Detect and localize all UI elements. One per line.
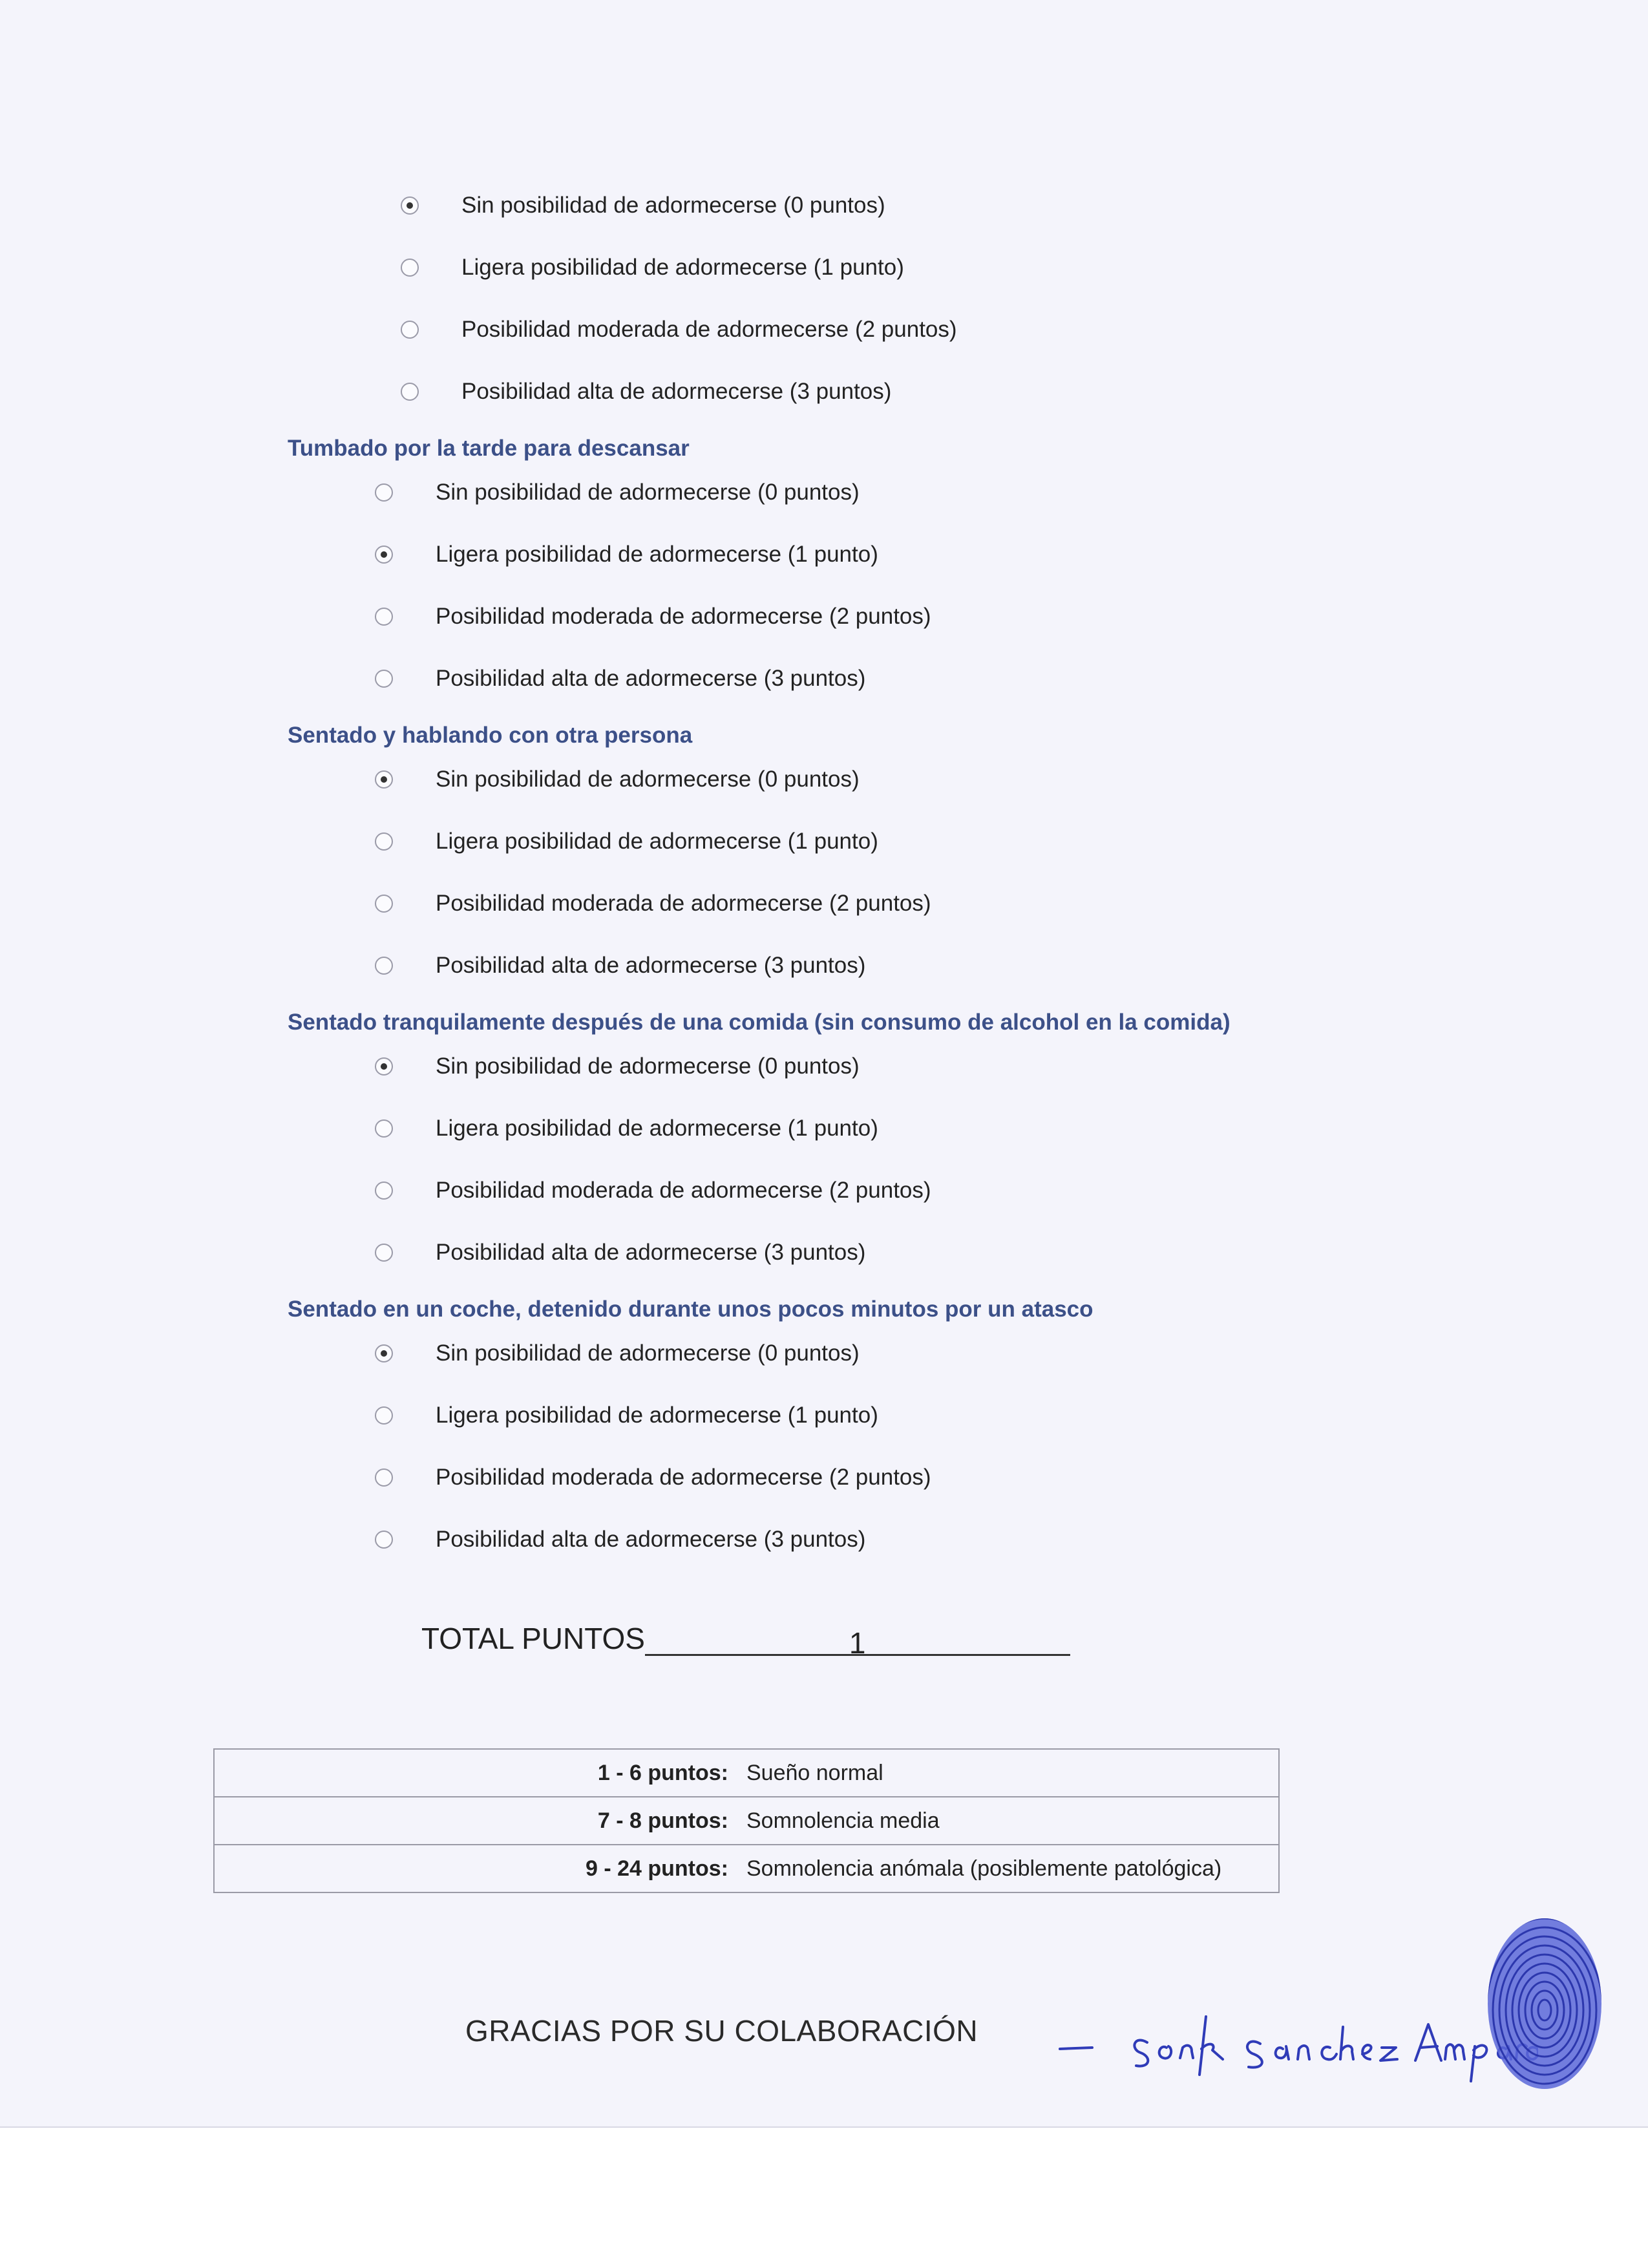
option-label: Sin posibilidad de adormecerse (0 puntos)	[436, 1054, 860, 1079]
score-meaning: Somnolencia anómala (posiblemente patológica)	[746, 1845, 1279, 1892]
total-label: TOTAL PUNTOS	[421, 1622, 645, 1655]
option-label: Sin posibilidad de adormecerse (0 puntos)	[461, 193, 885, 218]
score-range: 1 - 6 puntos:	[214, 1749, 746, 1797]
option-label: Posibilidad moderada de adormecerse (2 puntos)	[436, 604, 931, 629]
radio-button[interactable]	[401, 321, 419, 339]
fingerprint-image	[1483, 1913, 1606, 2094]
option-label: Posibilidad moderada de adormecerse (2 puntos)	[436, 1178, 931, 1203]
option-label: Posibilidad alta de adormecerse (3 puntos)	[436, 953, 866, 978]
radio-button[interactable]	[375, 895, 393, 913]
blank-line	[645, 1626, 845, 1656]
question-group-1	[255, 175, 1354, 423]
table-row	[214, 1797, 1279, 1845]
question-heading: Sentado tranquilamente después de una comida (sin consumo de alcohol en la comida)	[288, 1010, 1231, 1035]
questionnaire	[255, 175, 1354, 1571]
option-label: Ligera posibilidad de adormecerse (1 punto)	[461, 255, 904, 280]
radio-button[interactable]	[375, 670, 393, 688]
option-label: Ligera posibilidad de adormecerse (1 punto)	[436, 1403, 878, 1428]
question-group-5	[255, 1284, 1354, 1571]
question-heading: Sentado y hablando con otra persona	[288, 723, 693, 748]
option-0[interactable]	[255, 1035, 1354, 1097]
option-2[interactable]	[255, 1160, 1354, 1222]
question-group-4	[255, 997, 1354, 1284]
option-2[interactable]	[255, 299, 1354, 361]
radio-button[interactable]	[375, 1531, 393, 1549]
option-3[interactable]	[255, 1222, 1354, 1284]
table-row	[214, 1845, 1279, 1892]
question-heading: Sentado en un coche, detenido durante unos pocos minutos por un atasco	[288, 1297, 1093, 1322]
thanks-text: GRACIAS POR SU COLABORACIÓN	[465, 2014, 978, 2048]
option-label: Sin posibilidad de adormecerse (0 puntos)	[436, 1341, 860, 1366]
option-3[interactable]	[255, 648, 1354, 710]
radio-button[interactable]	[375, 1057, 393, 1076]
option-2[interactable]	[255, 1447, 1354, 1509]
radio-button[interactable]	[375, 957, 393, 975]
radio-button[interactable]	[375, 608, 393, 626]
option-3[interactable]	[255, 1509, 1354, 1571]
score-range: 9 - 24 puntos:	[214, 1845, 746, 1892]
radio-button[interactable]	[375, 1119, 393, 1138]
option-label: Ligera posibilidad de adormecerse (1 punto)	[436, 1116, 878, 1141]
radio-button[interactable]	[375, 1182, 393, 1200]
radio-button[interactable]	[375, 483, 393, 502]
option-label: Posibilidad moderada de adormecerse (2 puntos)	[436, 1465, 931, 1490]
option-0[interactable]	[255, 1322, 1354, 1384]
option-0[interactable]	[255, 461, 1354, 524]
option-label: Posibilidad alta de adormecerse (3 puntos)	[436, 666, 866, 691]
option-1[interactable]	[255, 1097, 1354, 1160]
option-3[interactable]	[255, 361, 1354, 423]
handwritten-signature	[1053, 1971, 1538, 2101]
option-label: Posibilidad moderada de adormecerse (2 puntos)	[461, 317, 957, 342]
option-label: Posibilidad alta de adormecerse (3 puntos)	[436, 1240, 866, 1265]
option-label: Ligera posibilidad de adormecerse (1 punto)	[436, 829, 878, 854]
score-meaning: Somnolencia media	[746, 1797, 1279, 1845]
option-1[interactable]	[255, 524, 1354, 586]
radio-button[interactable]	[375, 1406, 393, 1425]
radio-button[interactable]	[375, 832, 393, 851]
score-scale-table	[213, 1748, 1280, 1893]
option-2[interactable]	[255, 586, 1354, 648]
score-range: 7 - 8 puntos:	[214, 1797, 746, 1845]
option-0[interactable]	[255, 175, 1354, 237]
option-3[interactable]	[255, 935, 1354, 997]
table-row	[214, 1749, 1279, 1797]
option-label: Sin posibilidad de adormecerse (0 puntos)	[436, 480, 860, 505]
option-1[interactable]	[255, 1384, 1354, 1447]
radio-button[interactable]	[401, 383, 419, 401]
option-label: Sin posibilidad de adormecerse (0 puntos)	[436, 767, 860, 792]
option-label: Ligera posibilidad de adormecerse (1 punto)	[436, 542, 878, 567]
radio-button[interactable]	[375, 1344, 393, 1362]
total-points	[421, 1621, 1070, 1660]
radio-button[interactable]	[401, 259, 419, 277]
option-2[interactable]	[255, 873, 1354, 935]
question-group-3	[255, 710, 1354, 997]
radio-button[interactable]	[375, 1468, 393, 1487]
score-meaning: Sueño normal	[746, 1749, 1279, 1797]
option-label: Posibilidad alta de adormecerse (3 puntos)	[461, 379, 892, 404]
option-label: Posibilidad moderada de adormecerse (2 puntos)	[436, 891, 931, 916]
radio-button[interactable]	[401, 196, 419, 215]
radio-button[interactable]	[375, 1244, 393, 1262]
option-0[interactable]	[255, 748, 1354, 811]
radio-button[interactable]	[375, 770, 393, 789]
blank-line	[870, 1626, 1070, 1656]
question-heading: Tumbado por la tarde para descansar	[288, 436, 690, 461]
question-group-2	[255, 423, 1354, 710]
option-1[interactable]	[255, 237, 1354, 299]
radio-button[interactable]	[375, 546, 393, 564]
option-1[interactable]	[255, 811, 1354, 873]
option-label: Posibilidad alta de adormecerse (3 puntos)	[436, 1527, 866, 1552]
total-value: 1	[845, 1626, 870, 1656]
